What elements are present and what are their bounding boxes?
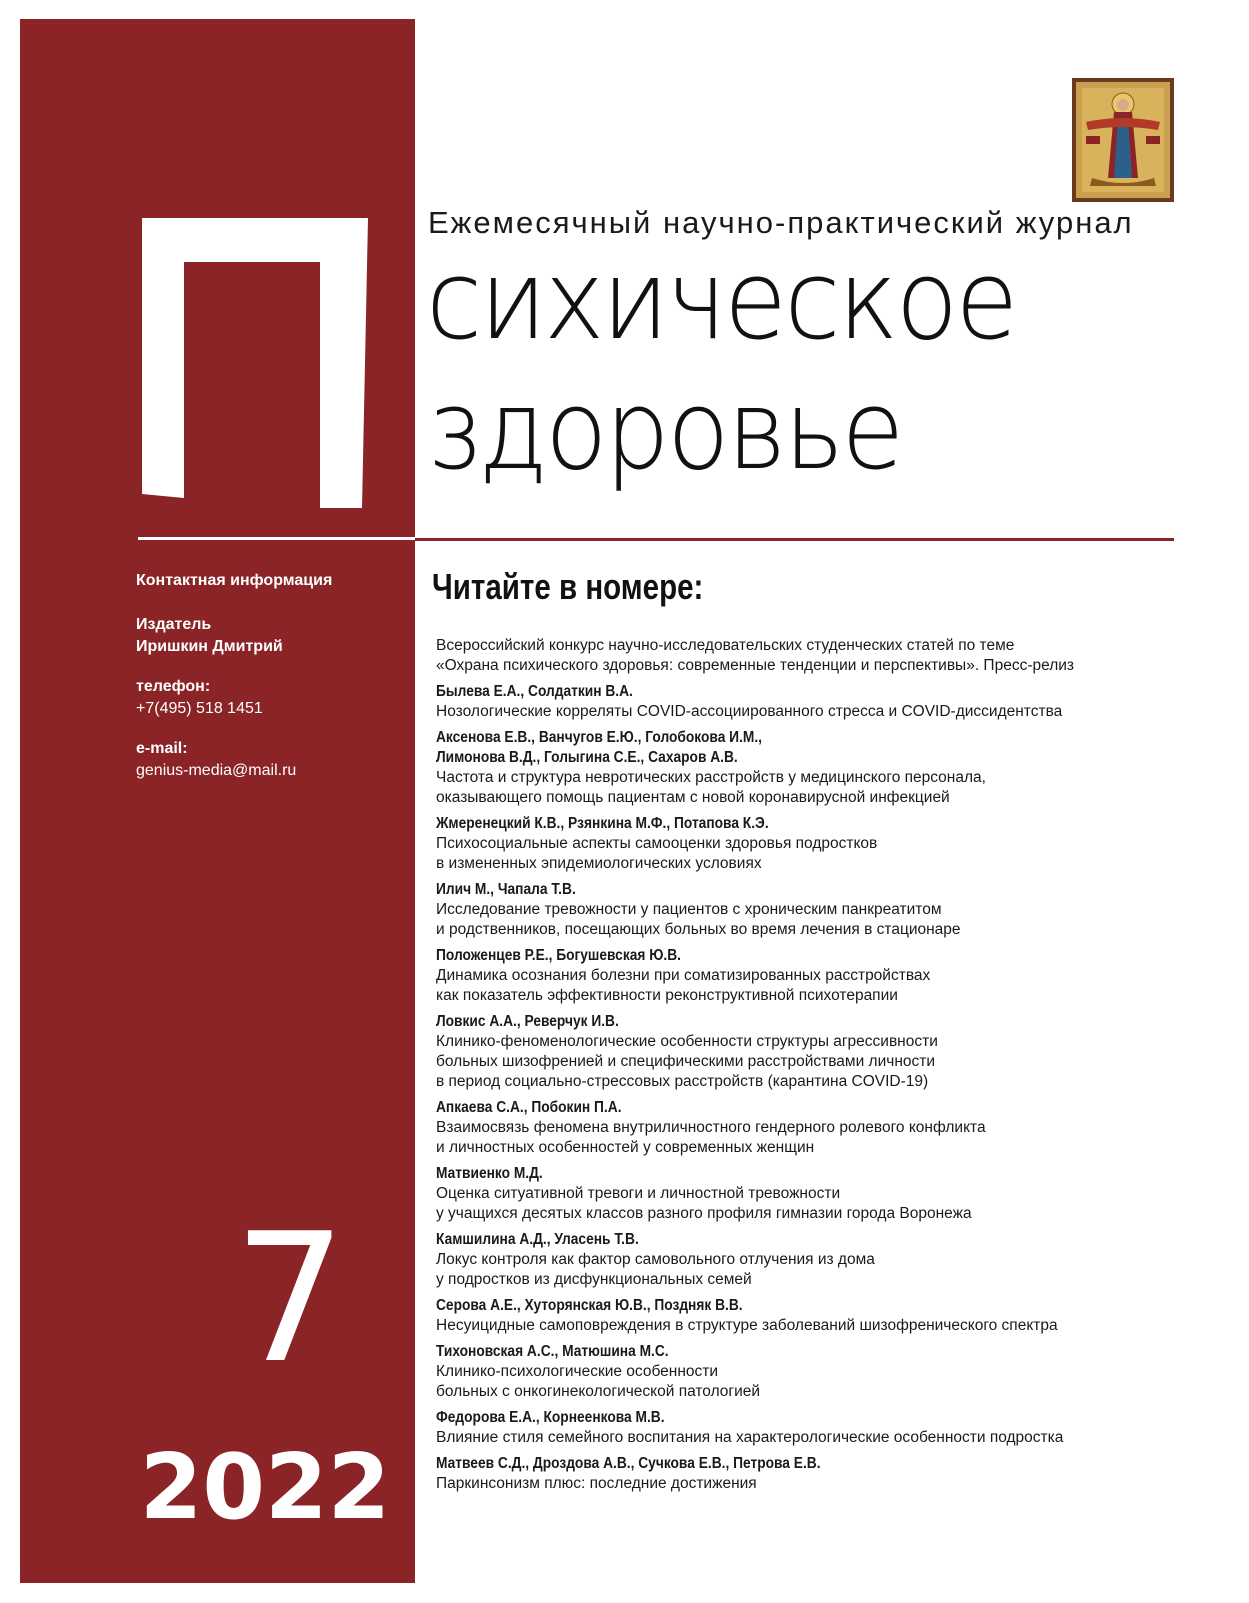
- email-label: e-mail:: [136, 740, 188, 757]
- contact-heading: Контактная информация: [136, 572, 333, 589]
- toc-item: [436, 1342, 1196, 1402]
- toc-authors: Апкаева С.А., Побокин П.А.: [436, 1099, 622, 1116]
- toc-item: [436, 728, 1196, 808]
- phone-label: телефон:: [136, 678, 211, 695]
- toc-article-title: Клинико-психологические особенности: [436, 1363, 719, 1380]
- toc-authors: Тихоновская А.С., Матюшина М.С.: [436, 1343, 669, 1360]
- toc-item: [436, 682, 1196, 722]
- toc-article-title: Частота и структура невротических расстройств у медицинского персонала,: [436, 769, 986, 786]
- toc-article-title: и личностных особенностей у современных женщин: [436, 1139, 815, 1156]
- toc-article-title: Несуицидные самоповреждения в структуре заболеваний шизофренического спектра: [436, 1317, 1058, 1334]
- toc-article-title: больных с онкогинекологической патологией: [436, 1383, 761, 1400]
- divider-red: [415, 538, 1174, 541]
- toc-item: [436, 636, 1196, 676]
- toc-article-title: Влияние стиля семейного воспитания на характерологические особенности подростка: [436, 1429, 1064, 1446]
- toc-article-title: в измененных эпидемиологических условиях: [436, 855, 762, 872]
- contact-info: [136, 570, 406, 782]
- divider-white: [138, 537, 415, 540]
- publisher-label: Издатель: [136, 616, 212, 633]
- email-value: genius-media@mail.ru: [136, 762, 297, 779]
- toc-authors: Матвеев С.Д., Дроздова А.В., Сучкова Е.В., Петрова Е.В.: [436, 1455, 821, 1472]
- toc-authors: Ловкис А.А., Реверчук И.В.: [436, 1013, 619, 1030]
- toc-article-title: Исследование тревожности у пациентов с хроническим панкреатитом: [436, 901, 942, 918]
- toc-item: [436, 1296, 1196, 1336]
- toc-article-title: у подростков из дисфункциональных семей: [436, 1271, 752, 1288]
- toc-article-title: у учащихся десятых классов разного профиля гимназии города Воронежа: [436, 1205, 972, 1222]
- toc-article-title: Клинико-феноменологические особенности структуры агрессивности: [436, 1033, 938, 1050]
- toc-item: [436, 1098, 1196, 1158]
- toc-article-title: «Охрана психического здоровья: современные тенденции и перспективы». Пресс-релиз: [436, 657, 1075, 674]
- toc-article-title: Паркинсонизм плюс: последние достижения: [436, 1475, 757, 1492]
- toc-item: [436, 946, 1196, 1006]
- toc-authors: Илич М., Чапала Т.В.: [436, 881, 576, 898]
- toc-article-title: Динамика осознания болезни при соматизированных расстройствах: [436, 967, 931, 984]
- table-of-contents: [436, 636, 1196, 1500]
- toc-authors: Камшилина А.Д., Уласень Т.В.: [436, 1231, 639, 1248]
- journal-title-line2: здоровье: [426, 366, 902, 494]
- publisher-name: Иришкин Дмитрий: [136, 638, 283, 655]
- toc-authors: Аксенова Е.В., Ванчугов Е.Ю., Голобокова И.М.,: [436, 729, 762, 746]
- issue-number: 7: [233, 1195, 347, 1402]
- journal-subtitle: Ежемесячный научно-практический журнал: [428, 205, 1134, 240]
- toc-article-title: Психосоциальные аспекты самооценки здоровья подростков: [436, 835, 878, 852]
- toc-article-title: Всероссийский конкурс научно-исследовательских студенческих статей по теме: [436, 637, 1015, 654]
- toc-authors: Лимонова В.Д., Голыгина С.Е., Сахаров А.В.: [436, 749, 738, 766]
- toc-item: [436, 1164, 1196, 1224]
- toc-authors: Федорова Е.А., Корнеенкова М.В.: [436, 1409, 665, 1426]
- toc-article-title: и родственников, посещающих больных во время лечения в стационаре: [436, 921, 961, 938]
- toc-authors: Матвиенко М.Д.: [436, 1165, 543, 1182]
- toc-item: [436, 880, 1196, 940]
- toc-article-title: как показатель эффективности реконструктивной психотерапии: [436, 987, 898, 1004]
- toc-item: [436, 1454, 1196, 1494]
- icon-image: [1072, 78, 1174, 202]
- toc-item: [436, 814, 1196, 874]
- big-letter-p: [142, 218, 368, 508]
- phone-value: +7(495) 518 1451: [136, 700, 263, 717]
- toc-item: [436, 1012, 1196, 1092]
- toc-article-title: оказывающего помощь пациентам с новой коронавирусной инфекцией: [436, 789, 950, 806]
- toc-authors: Серова А.Е., Хуторянская Ю.В., Поздняк В.В.: [436, 1297, 743, 1314]
- toc-article-title: Нозологические корреляты COVID-ассоциированного стресса и COVID-диссидентства: [436, 703, 1063, 720]
- toc-article-title: Локус контроля как фактор самовольного отлучения из дома: [436, 1251, 875, 1268]
- toc-item: [436, 1408, 1196, 1448]
- issue-year: 2022: [139, 1435, 391, 1540]
- journal-title-line1: сихическое: [426, 236, 1016, 364]
- toc-authors: Положенцев Р.Е., Богушевская Ю.В.: [436, 947, 681, 964]
- toc-article-title: Оценка ситуативной тревоги и личностной тревожности: [436, 1185, 841, 1202]
- toc-authors: Былева Е.А., Солдаткин В.А.: [436, 683, 633, 700]
- toc-article-title: в период социально-стрессовых расстройств (карантина COVID-19): [436, 1073, 929, 1090]
- toc-authors: Жмеренецкий К.В., Рзянкина М.Ф., Потапова К.Э.: [436, 815, 769, 832]
- toc-item: [436, 1230, 1196, 1290]
- contents-heading: Читайте в номере:: [432, 566, 704, 607]
- toc-article-title: Взаимосвязь феномена внутриличностного гендерного ролевого конфликта: [436, 1119, 986, 1136]
- toc-article-title: больных шизофренией и специфическими расстройствами личности: [436, 1053, 936, 1070]
